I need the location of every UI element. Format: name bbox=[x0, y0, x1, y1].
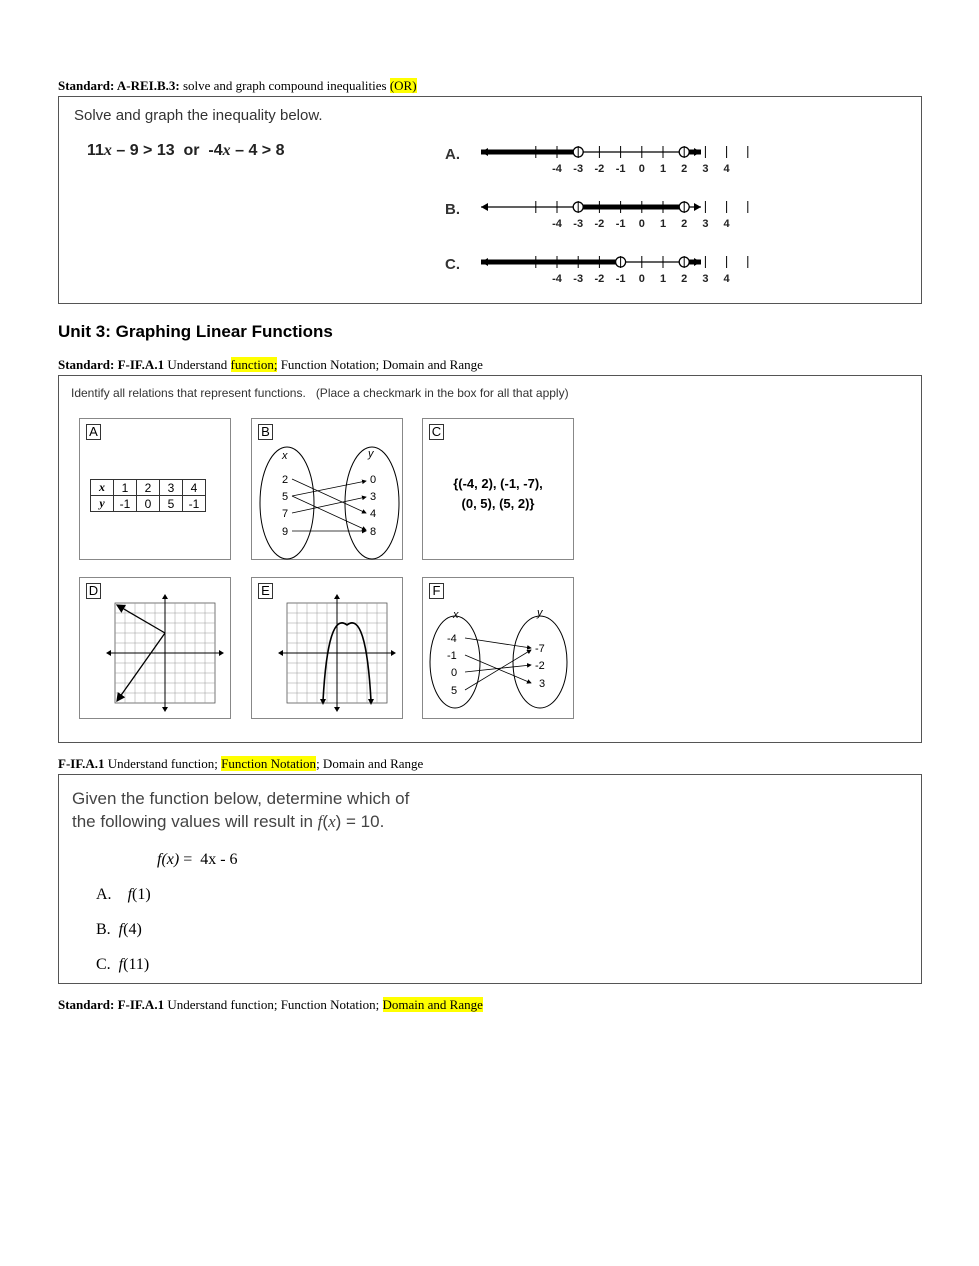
tick-label: 0 bbox=[638, 273, 645, 285]
relation-e-graph bbox=[252, 578, 402, 718]
tick-label: -3 bbox=[573, 163, 584, 175]
relations-question-box bbox=[58, 375, 922, 743]
mapping-f-domain-0: 0 bbox=[451, 667, 458, 679]
relation-a-checkbox[interactable]: A bbox=[86, 424, 101, 440]
axis-arrow bbox=[334, 707, 340, 712]
tick-label: -4 bbox=[552, 163, 562, 175]
axis-arrow bbox=[162, 594, 168, 599]
mapping-b-x-title: x bbox=[282, 450, 288, 462]
mapping-b-range-oval bbox=[345, 447, 399, 559]
mapping-b-domain-9: 9 bbox=[282, 526, 289, 538]
standard-f-if-domain-range: Standard: F-IF.A.1 Understand function; Function Notation; Domain and Range bbox=[58, 997, 483, 1012]
tick-label: -4 bbox=[552, 218, 562, 230]
tick-label: 1 bbox=[659, 163, 667, 175]
function-definition: f(x) = 4x - 6 bbox=[157, 851, 238, 868]
relation-b-checkbox[interactable]: B bbox=[258, 424, 273, 440]
mapping-f-arrow bbox=[465, 638, 531, 648]
tick-label: 4 bbox=[723, 163, 730, 175]
tick-label: 3 bbox=[702, 273, 709, 285]
tick-label: 1 bbox=[659, 218, 667, 230]
tick-label: 0 bbox=[638, 163, 645, 175]
mapping-b-arrow bbox=[292, 496, 366, 530]
mapping-f-range-neg7: -7 bbox=[535, 643, 545, 655]
inequality-expression: 11x – 9 > 13 or -4x – 4 > 8 bbox=[87, 142, 285, 159]
standard-f-if-notation: F-IF.A.1 Understand function; Function Notation; Domain and Range bbox=[58, 756, 424, 771]
relation-a-table: x 1 2 3 4 y -1 0 5 -1 bbox=[90, 479, 206, 512]
mapping-f-domain-neg4: -4 bbox=[447, 633, 457, 645]
tick-label: -1 bbox=[615, 163, 626, 175]
tick-label: 2 bbox=[681, 163, 688, 175]
relation-f-checkbox[interactable]: F bbox=[429, 583, 444, 599]
relation-c-ordered-pairs: {(-4, 2), (-1, -7), (0, 5), (5, 2)} bbox=[453, 476, 543, 511]
relation-c-tile[interactable] bbox=[422, 418, 574, 560]
mapping-b-arrow bbox=[292, 497, 366, 513]
mapping-f-domain-5: 5 bbox=[451, 685, 458, 697]
axis-arrow bbox=[106, 650, 111, 656]
tick-label: 3 bbox=[702, 218, 709, 230]
mapping-f-arrow bbox=[465, 650, 531, 690]
mapping-b-range-8: 8 bbox=[370, 526, 377, 538]
mapping-f-domain-neg1: -1 bbox=[447, 650, 457, 662]
relations-instruction: Identify all relations that represent functions. (Place a checkmark in the box for all that apply) bbox=[71, 386, 569, 400]
relation-d-tile[interactable] bbox=[79, 577, 231, 719]
mapping-b-arrow bbox=[292, 481, 366, 496]
relation-b-mapping-diagram bbox=[252, 419, 402, 559]
unit-title: Unit 3: Graphing Linear Functions bbox=[58, 322, 333, 341]
tick-label: -4 bbox=[552, 273, 562, 285]
tick-label: 0 bbox=[638, 218, 645, 230]
tick-label: 2 bbox=[681, 273, 688, 285]
relation-e-tile[interactable] bbox=[251, 577, 403, 719]
tick-label: -2 bbox=[594, 218, 605, 230]
mapping-b-range-4: 4 bbox=[370, 508, 377, 520]
tick-label: 1 bbox=[659, 273, 667, 285]
number-line-arrow-right bbox=[694, 203, 701, 211]
relation-c-checkbox[interactable]: C bbox=[429, 424, 444, 440]
option-a[interactable]: A. f(1) bbox=[96, 886, 151, 903]
option-c[interactable]: C. f(11) bbox=[96, 956, 150, 973]
graph-e-arrow-left bbox=[320, 699, 326, 705]
mapping-b-range-0: 0 bbox=[370, 474, 377, 486]
axis-arrow bbox=[391, 650, 396, 656]
option-label: C. bbox=[445, 256, 460, 273]
tick-label: 2 bbox=[681, 218, 688, 230]
axis-arrow bbox=[162, 707, 168, 712]
question-instruction: Solve and graph the inequality below. bbox=[74, 107, 323, 124]
tick-label: -1 bbox=[615, 273, 626, 285]
axis-arrow bbox=[334, 594, 340, 599]
mapping-b-domain-2: 2 bbox=[282, 474, 289, 486]
option-b[interactable]: B. f(4) bbox=[96, 921, 142, 938]
relation-f-tile[interactable] bbox=[422, 577, 574, 719]
relation-a-tile[interactable] bbox=[79, 418, 231, 560]
tick-label: -2 bbox=[594, 163, 605, 175]
tick-label: 4 bbox=[723, 273, 730, 285]
tick-label: -3 bbox=[573, 218, 584, 230]
mapping-b-domain-oval bbox=[260, 447, 314, 559]
mapping-b-range-3: 3 bbox=[370, 491, 377, 503]
function-question-text: Given the function below, determine which of the following values will result in f(x) = 10. bbox=[72, 789, 410, 831]
option-label: B. bbox=[445, 201, 460, 218]
number-line-options bbox=[439, 132, 730, 292]
standard-a-rei: Standard: A-REI.B.3: solve and graph compound inequalities (OR) bbox=[58, 78, 417, 93]
tick-label: 4 bbox=[723, 218, 730, 230]
relation-e-checkbox[interactable]: E bbox=[258, 583, 273, 599]
mapping-f-range-neg2: -2 bbox=[535, 660, 545, 672]
mapping-f-arrow bbox=[465, 655, 531, 683]
option-label: A. bbox=[445, 146, 460, 163]
axis-arrow bbox=[219, 650, 224, 656]
tick-label: -2 bbox=[594, 273, 605, 285]
graph-d-upper-ray bbox=[117, 605, 165, 633]
mapping-b-arrow bbox=[292, 479, 366, 513]
inequality-question-box bbox=[58, 96, 922, 304]
mapping-b-domain-7: 7 bbox=[282, 508, 289, 520]
function-notation-question-box bbox=[58, 774, 922, 984]
tick-label: -1 bbox=[615, 218, 626, 230]
graph-e-arrow-right bbox=[368, 699, 374, 705]
tick-label: 3 bbox=[702, 163, 709, 175]
mapping-b-domain-5: 5 bbox=[282, 491, 289, 503]
mapping-f-y-title: y bbox=[537, 607, 543, 619]
axis-arrow bbox=[278, 650, 283, 656]
mapping-f-x-title: x bbox=[453, 609, 459, 621]
mapping-f-range-3: 3 bbox=[539, 678, 546, 690]
relation-d-checkbox[interactable]: D bbox=[86, 583, 101, 599]
number-line-arrow-left bbox=[481, 203, 488, 211]
relation-d-graph bbox=[80, 578, 230, 718]
standard-f-if-function: Standard: F-IF.A.1 Understand function; Function Notation; Domain and Range bbox=[58, 357, 483, 372]
relation-f-mapping-diagram bbox=[423, 578, 573, 718]
mapping-b-y-title: y bbox=[368, 448, 374, 460]
tick-label: -3 bbox=[573, 273, 584, 285]
mapping-f-arrow bbox=[465, 665, 531, 672]
relation-b-tile[interactable] bbox=[251, 418, 403, 560]
